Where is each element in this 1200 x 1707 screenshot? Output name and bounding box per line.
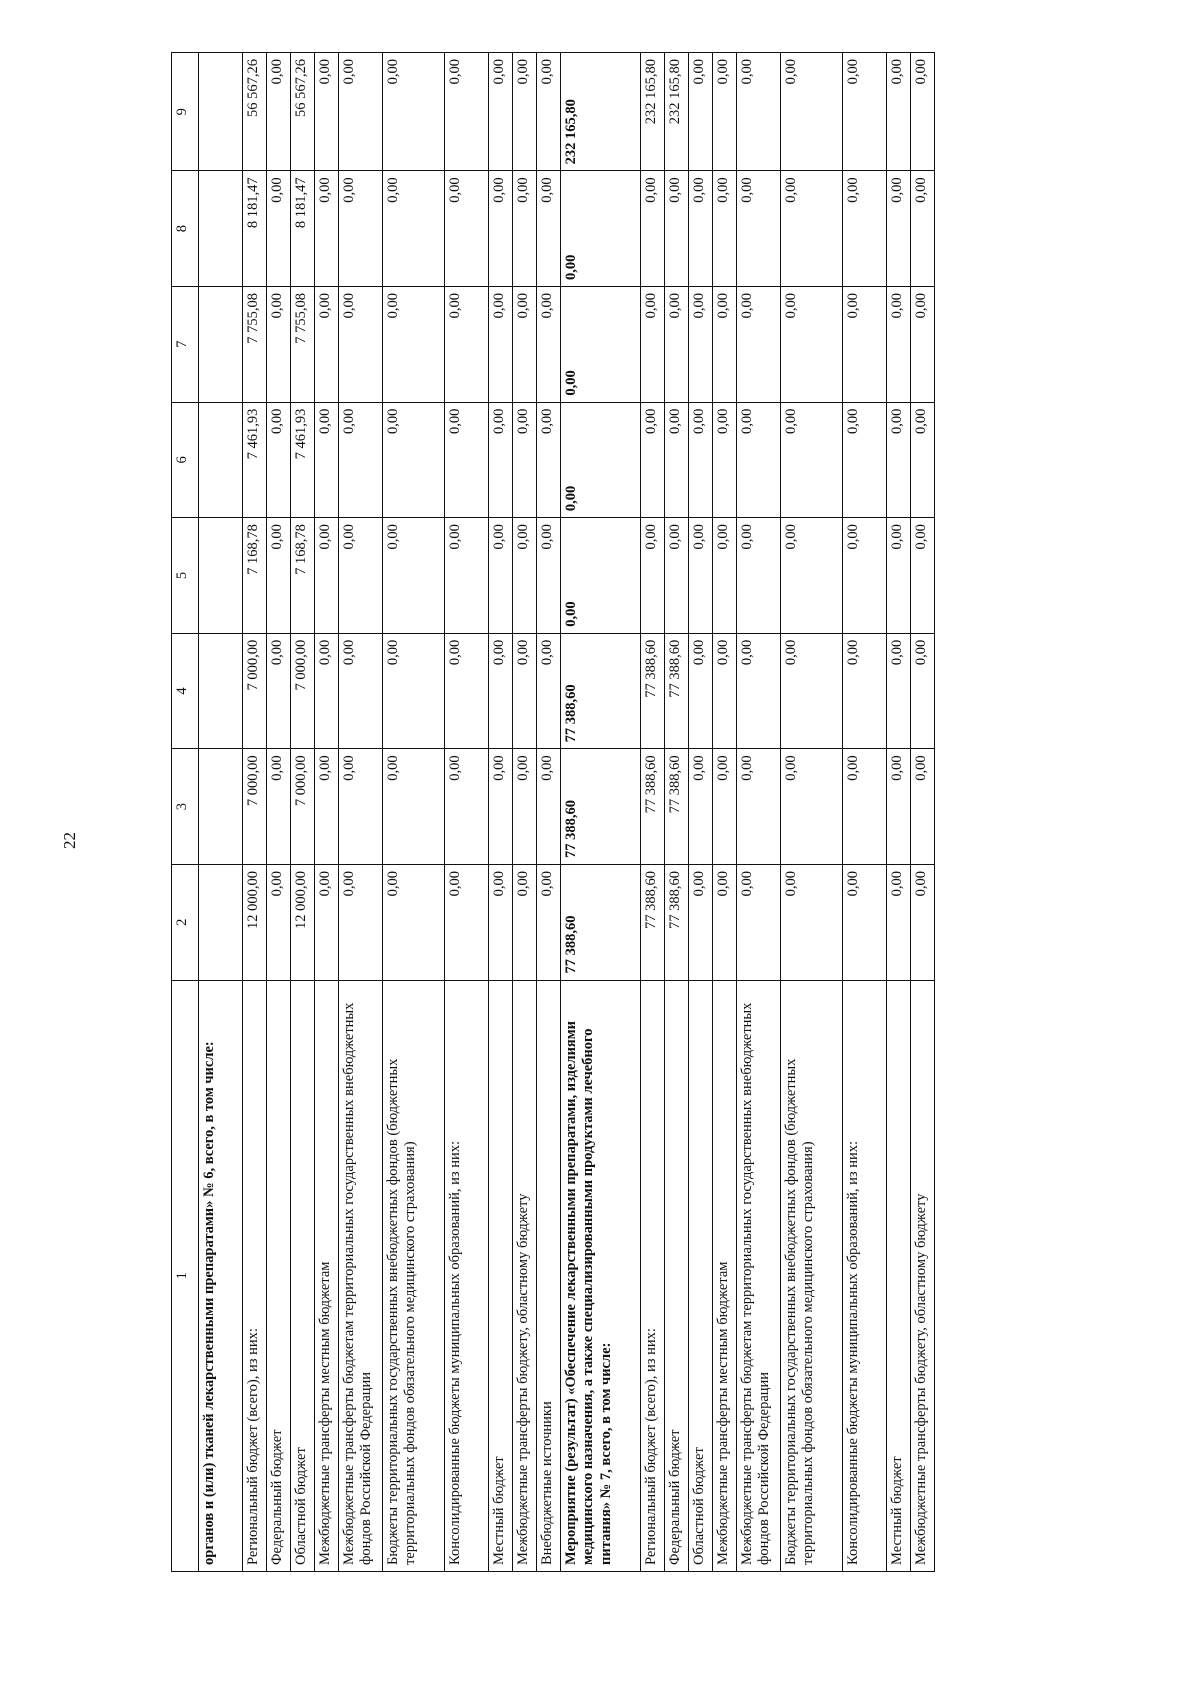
value-cell: 0,00 xyxy=(561,402,641,518)
value-cell xyxy=(199,749,243,865)
row-label: Межбюджетные трансферты бюджету, областному бюджету xyxy=(911,980,935,1571)
row-label: органов и (или) тканей лекарственными препаратами» № 6, всего, в том числе: xyxy=(199,980,243,1571)
table-row xyxy=(383,53,445,1572)
column-header: 3 xyxy=(172,749,199,865)
value-cell: 0,00 xyxy=(713,633,737,749)
value-cell: 0,00 xyxy=(689,864,713,980)
value-cell: 0,00 xyxy=(537,286,561,402)
value-cell: 7 168,78 xyxy=(291,518,315,634)
value-cell: 0,00 xyxy=(513,171,537,287)
value-cell: 0,00 xyxy=(445,171,489,287)
column-header: 7 xyxy=(172,286,199,402)
value-cell: 0,00 xyxy=(315,286,339,402)
value-cell: 0,00 xyxy=(489,53,513,171)
value-cell: 0,00 xyxy=(537,749,561,865)
value-cell: 232 165,80 xyxy=(561,53,641,171)
value-cell: 0,00 xyxy=(843,518,887,634)
value-cell: 0,00 xyxy=(713,402,737,518)
value-cell: 7 755,08 xyxy=(291,286,315,402)
value-cell: 0,00 xyxy=(911,864,935,980)
value-cell: 0,00 xyxy=(561,286,641,402)
row-label: Бюджеты территориальных государственных внебюджетных фондов (бюджетных территориальных фондов обязательного медицинского страхования) xyxy=(781,980,843,1571)
value-cell: 0,00 xyxy=(537,402,561,518)
value-cell: 0,00 xyxy=(383,402,445,518)
value-cell: 0,00 xyxy=(911,286,935,402)
value-cell: 7 461,93 xyxy=(291,402,315,518)
value-cell: 0,00 xyxy=(513,864,537,980)
value-cell: 0,00 xyxy=(267,53,291,171)
value-cell: 0,00 xyxy=(383,286,445,402)
value-cell: 0,00 xyxy=(641,171,665,287)
table-row xyxy=(267,53,291,1572)
value-cell: 0,00 xyxy=(561,171,641,287)
value-cell: 77 388,60 xyxy=(641,864,665,980)
value-cell: 0,00 xyxy=(911,633,935,749)
value-cell xyxy=(199,286,243,402)
value-cell: 0,00 xyxy=(445,53,489,171)
value-cell: 0,00 xyxy=(911,749,935,865)
value-cell xyxy=(199,864,243,980)
value-cell: 0,00 xyxy=(339,518,383,634)
column-header: 4 xyxy=(172,633,199,749)
value-cell: 0,00 xyxy=(781,402,843,518)
value-cell: 0,00 xyxy=(513,286,537,402)
value-cell: 0,00 xyxy=(887,402,911,518)
value-cell: 0,00 xyxy=(641,518,665,634)
value-cell: 0,00 xyxy=(537,171,561,287)
value-cell: 0,00 xyxy=(315,402,339,518)
row-label: Консолидированные бюджеты муниципальных образований, из них: xyxy=(843,980,887,1571)
value-cell: 0,00 xyxy=(911,518,935,634)
table-row xyxy=(781,53,843,1572)
row-label: Федеральный бюджет xyxy=(267,980,291,1571)
value-cell: 0,00 xyxy=(689,518,713,634)
value-cell: 7 000,00 xyxy=(243,749,267,865)
value-cell: 232 165,80 xyxy=(641,53,665,171)
value-cell: 0,00 xyxy=(737,171,781,287)
row-label: Местный бюджет xyxy=(489,980,513,1571)
table-row xyxy=(737,53,781,1572)
row-label: Мероприятие (результат) «Обеспечение лекарственными препаратами, изделиями медицинского назначения, а также специализированными продуктами лечебного питания» № 7, всего, в том числе: xyxy=(561,980,641,1571)
value-cell: 0,00 xyxy=(315,864,339,980)
value-cell: 12 000,00 xyxy=(243,864,267,980)
value-cell: 0,00 xyxy=(537,633,561,749)
value-cell: 0,00 xyxy=(267,749,291,865)
value-cell: 0,00 xyxy=(267,171,291,287)
value-cell: 7 461,93 xyxy=(243,402,267,518)
value-cell: 77 388,60 xyxy=(665,864,689,980)
value-cell: 0,00 xyxy=(843,749,887,865)
value-cell: 12 000,00 xyxy=(291,864,315,980)
value-cell: 0,00 xyxy=(665,518,689,634)
budget-table xyxy=(171,52,935,1572)
value-cell: 7 000,00 xyxy=(243,633,267,749)
value-cell: 0,00 xyxy=(315,53,339,171)
row-label: Консолидированные бюджеты муниципальных образований, из них: xyxy=(445,980,489,1571)
value-cell: 0,00 xyxy=(537,864,561,980)
value-cell: 0,00 xyxy=(665,286,689,402)
value-cell: 0,00 xyxy=(665,171,689,287)
value-cell: 0,00 xyxy=(713,864,737,980)
value-cell: 0,00 xyxy=(489,749,513,865)
table-row xyxy=(339,53,383,1572)
value-cell: 0,00 xyxy=(911,53,935,171)
row-label: Внебюджетные источники xyxy=(537,980,561,1571)
value-cell: 0,00 xyxy=(489,286,513,402)
row-label: Межбюджетные трансферты местным бюджетам xyxy=(713,980,737,1571)
value-cell: 0,00 xyxy=(339,171,383,287)
value-cell: 77 388,60 xyxy=(641,749,665,865)
value-cell: 0,00 xyxy=(489,402,513,518)
row-label: Федеральный бюджет xyxy=(665,980,689,1571)
value-cell: 0,00 xyxy=(339,749,383,865)
value-cell: 0,00 xyxy=(445,402,489,518)
value-cell: 0,00 xyxy=(383,749,445,865)
value-cell: 0,00 xyxy=(489,633,513,749)
column-header: 1 xyxy=(172,980,199,1571)
value-cell: 0,00 xyxy=(781,171,843,287)
table-row xyxy=(843,53,887,1572)
value-cell: 0,00 xyxy=(445,749,489,865)
value-cell: 0,00 xyxy=(737,864,781,980)
column-header: 2 xyxy=(172,864,199,980)
row-label: Межбюджетные трансферты бюджетам территориальных государственных внебюджетных фондов Российской Федерации xyxy=(339,980,383,1571)
row-label: Бюджеты территориальных государственных внебюджетных фондов (бюджетных территориальных фондов обязательного медицинского страхования) xyxy=(383,980,445,1571)
value-cell: 0,00 xyxy=(843,53,887,171)
value-cell: 0,00 xyxy=(267,633,291,749)
value-cell: 0,00 xyxy=(713,749,737,865)
value-cell: 0,00 xyxy=(781,286,843,402)
column-header: 8 xyxy=(172,171,199,287)
value-cell: 0,00 xyxy=(339,402,383,518)
value-cell: 0,00 xyxy=(339,286,383,402)
page-number: 22 xyxy=(60,832,79,849)
value-cell: 0,00 xyxy=(911,402,935,518)
value-cell: 0,00 xyxy=(781,518,843,634)
table-row xyxy=(561,53,641,1572)
table-row xyxy=(489,53,513,1572)
value-cell: 0,00 xyxy=(489,518,513,634)
value-cell: 0,00 xyxy=(339,864,383,980)
value-cell: 0,00 xyxy=(911,171,935,287)
row-label: Областной бюджет xyxy=(689,980,713,1571)
value-cell: 0,00 xyxy=(887,518,911,634)
value-cell: 0,00 xyxy=(737,633,781,749)
value-cell: 7 000,00 xyxy=(291,749,315,865)
value-cell: 0,00 xyxy=(887,286,911,402)
row-label: Межбюджетные трансферты местным бюджетам xyxy=(315,980,339,1571)
value-cell: 0,00 xyxy=(513,749,537,865)
value-cell: 8 181,47 xyxy=(291,171,315,287)
budget-table-sheet xyxy=(171,52,1109,1572)
column-header: 5 xyxy=(172,518,199,634)
column-header: 6 xyxy=(172,402,199,518)
value-cell: 77 388,60 xyxy=(561,633,641,749)
value-cell: 0,00 xyxy=(887,749,911,865)
value-cell: 0,00 xyxy=(689,402,713,518)
value-cell: 0,00 xyxy=(737,53,781,171)
value-cell: 0,00 xyxy=(267,402,291,518)
value-cell: 77 388,60 xyxy=(665,633,689,749)
value-cell: 0,00 xyxy=(713,286,737,402)
value-cell: 77 388,60 xyxy=(561,864,641,980)
value-cell: 0,00 xyxy=(887,864,911,980)
row-label: Межбюджетные трансферты бюджету, областному бюджету xyxy=(513,980,537,1571)
value-cell: 0,00 xyxy=(445,518,489,634)
value-cell: 0,00 xyxy=(843,864,887,980)
value-cell: 232 165,80 xyxy=(665,53,689,171)
value-cell: 0,00 xyxy=(339,53,383,171)
value-cell: 0,00 xyxy=(267,286,291,402)
value-cell: 0,00 xyxy=(315,518,339,634)
value-cell: 0,00 xyxy=(843,633,887,749)
table-row xyxy=(887,53,911,1572)
value-cell: 0,00 xyxy=(689,286,713,402)
value-cell: 0,00 xyxy=(489,171,513,287)
value-cell: 77 388,60 xyxy=(641,633,665,749)
row-label: Областной бюджет xyxy=(291,980,315,1571)
table-body xyxy=(172,53,935,1572)
table-row xyxy=(243,53,267,1572)
value-cell: 0,00 xyxy=(689,633,713,749)
table-row xyxy=(911,53,935,1572)
value-cell: 0,00 xyxy=(561,518,641,634)
value-cell: 0,00 xyxy=(445,864,489,980)
value-cell: 7 755,08 xyxy=(243,286,267,402)
value-cell: 8 181,47 xyxy=(243,171,267,287)
table-row xyxy=(513,53,537,1572)
value-cell: 77 388,60 xyxy=(665,749,689,865)
value-cell: 0,00 xyxy=(887,53,911,171)
table-row xyxy=(641,53,665,1572)
value-cell: 0,00 xyxy=(383,53,445,171)
value-cell: 0,00 xyxy=(781,749,843,865)
value-cell: 0,00 xyxy=(781,633,843,749)
value-cell: 0,00 xyxy=(737,402,781,518)
value-cell: 0,00 xyxy=(513,53,537,171)
value-cell xyxy=(199,53,243,171)
value-cell: 0,00 xyxy=(537,53,561,171)
value-cell: 0,00 xyxy=(383,864,445,980)
value-cell: 0,00 xyxy=(315,171,339,287)
value-cell: 0,00 xyxy=(737,749,781,865)
value-cell: 0,00 xyxy=(513,633,537,749)
value-cell: 0,00 xyxy=(641,286,665,402)
table-row xyxy=(445,53,489,1572)
column-header: 9 xyxy=(172,53,199,171)
value-cell: 0,00 xyxy=(843,171,887,287)
value-cell: 0,00 xyxy=(315,749,339,865)
value-cell: 0,00 xyxy=(383,633,445,749)
value-cell xyxy=(199,633,243,749)
value-cell: 0,00 xyxy=(513,518,537,634)
value-cell xyxy=(199,402,243,518)
table-row xyxy=(291,53,315,1572)
value-cell: 0,00 xyxy=(267,518,291,634)
value-cell: 0,00 xyxy=(537,518,561,634)
value-cell: 0,00 xyxy=(383,171,445,287)
value-cell: 0,00 xyxy=(489,864,513,980)
value-cell: 0,00 xyxy=(267,864,291,980)
value-cell: 56 567,26 xyxy=(291,53,315,171)
value-cell: 77 388,60 xyxy=(561,749,641,865)
table-row xyxy=(315,53,339,1572)
value-cell: 0,00 xyxy=(887,633,911,749)
value-cell: 0,00 xyxy=(887,171,911,287)
value-cell: 0,00 xyxy=(843,402,887,518)
row-label: Межбюджетные трансферты бюджетам территориальных государственных внебюджетных фондов Российской Федерации xyxy=(737,980,781,1571)
value-cell: 0,00 xyxy=(383,518,445,634)
table-row xyxy=(537,53,561,1572)
table-row xyxy=(689,53,713,1572)
row-label: Региональный бюджет (всего), из них: xyxy=(243,980,267,1571)
value-cell: 0,00 xyxy=(445,633,489,749)
value-cell: 7 168,78 xyxy=(243,518,267,634)
row-label: Местный бюджет xyxy=(887,980,911,1571)
value-cell: 0,00 xyxy=(713,518,737,634)
value-cell: 0,00 xyxy=(513,402,537,518)
value-cell: 0,00 xyxy=(689,749,713,865)
header-row xyxy=(172,53,199,1572)
value-cell: 0,00 xyxy=(713,171,737,287)
value-cell: 0,00 xyxy=(781,53,843,171)
value-cell: 0,00 xyxy=(315,633,339,749)
value-cell: 0,00 xyxy=(689,53,713,171)
value-cell: 0,00 xyxy=(689,171,713,287)
value-cell: 0,00 xyxy=(737,518,781,634)
value-cell: 56 567,26 xyxy=(243,53,267,171)
table-row xyxy=(713,53,737,1572)
value-cell: 0,00 xyxy=(445,286,489,402)
value-cell: 0,00 xyxy=(641,402,665,518)
value-cell xyxy=(199,171,243,287)
value-cell: 0,00 xyxy=(665,402,689,518)
value-cell: 0,00 xyxy=(713,53,737,171)
table-row xyxy=(199,53,243,1572)
value-cell: 0,00 xyxy=(781,864,843,980)
value-cell: 0,00 xyxy=(339,633,383,749)
row-label: Региональный бюджет (всего), из них: xyxy=(641,980,665,1571)
value-cell: 0,00 xyxy=(843,286,887,402)
value-cell: 0,00 xyxy=(737,286,781,402)
value-cell: 7 000,00 xyxy=(291,633,315,749)
table-row xyxy=(665,53,689,1572)
value-cell xyxy=(199,518,243,634)
